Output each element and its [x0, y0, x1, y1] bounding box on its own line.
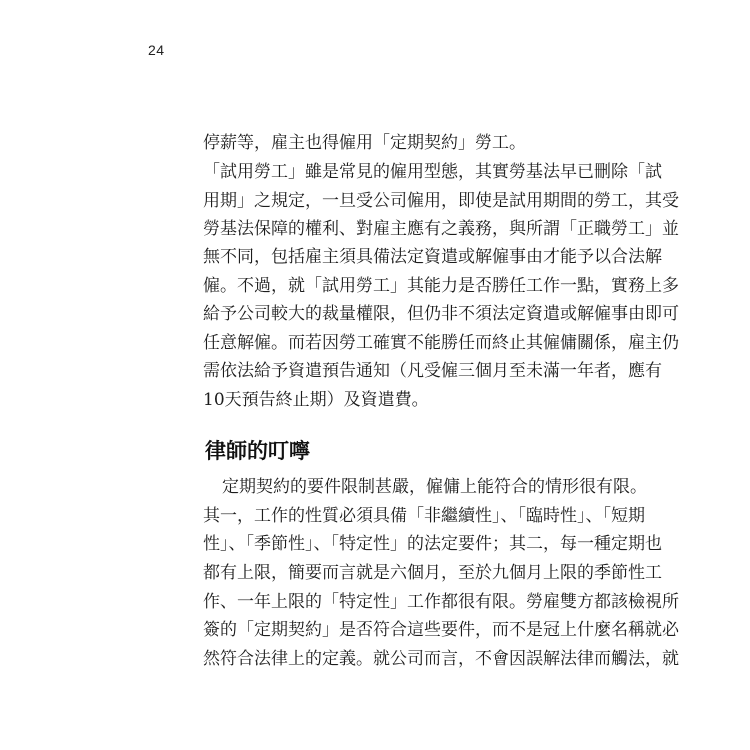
text-line: 定期契約的要件限制甚嚴，僱傭上能符合的情形很有限。	[222, 477, 647, 497]
text-line: 都有上限，簡要而言就是六個月，至於九個月上限的季節性工	[203, 563, 662, 583]
text-line: 需依法給予資遣預告通知（凡受僱三個月至未滿一年者，應有	[203, 361, 662, 381]
text-line: 「試用勞工」雖是常見的僱用型態，其實勞基法早已刪除「試	[203, 162, 662, 182]
text-line: 勞基法保障的權利、對雇主應有之義務，與所謂「正職勞工」並	[203, 219, 679, 239]
page-number: 24	[148, 42, 165, 58]
section-heading: 律師的叮嚀	[205, 439, 310, 463]
text-line: 用期」之規定，一旦受公司僱用，即使是試用期間的勞工，其受	[203, 191, 679, 211]
text-line: 10天預告終止期）及資遣費。	[203, 390, 429, 410]
text-line: 給予公司較大的裁量權限，但仍非不須法定資遣或解僱事由即可	[203, 304, 679, 324]
text-line: 任意解僱。而若因勞工確實不能勝任而終止其僱傭關係，雇主仍	[203, 333, 679, 353]
text-line: 簽的「定期契約」是否符合這些要件，而不是冠上什麼名稱就必	[203, 620, 679, 640]
text-line: 作、一年上限的「特定性」工作都很有限。勞雇雙方都該檢視所	[203, 592, 679, 612]
text-line: 然符合法律上的定義。就公司而言，不會因誤解法律而觸法，就	[203, 649, 679, 669]
text-line: 僱。不過，就「試用勞工」其能力是否勝任工作一點，實務上多	[203, 276, 679, 296]
text-line: 其一，工作的性質必須具備「非繼續性」、「臨時性」、「短期	[203, 506, 645, 526]
text-line: 性」、「季節性」、「特定性」的法定要件；其二，每一種定期也	[203, 534, 662, 554]
text-line: 無不同，包括雇主須具備法定資遣或解僱事由才能予以合法解	[203, 247, 662, 267]
text-line: 停薪等，雇主也得僱用「定期契約」勞工。	[203, 133, 526, 153]
